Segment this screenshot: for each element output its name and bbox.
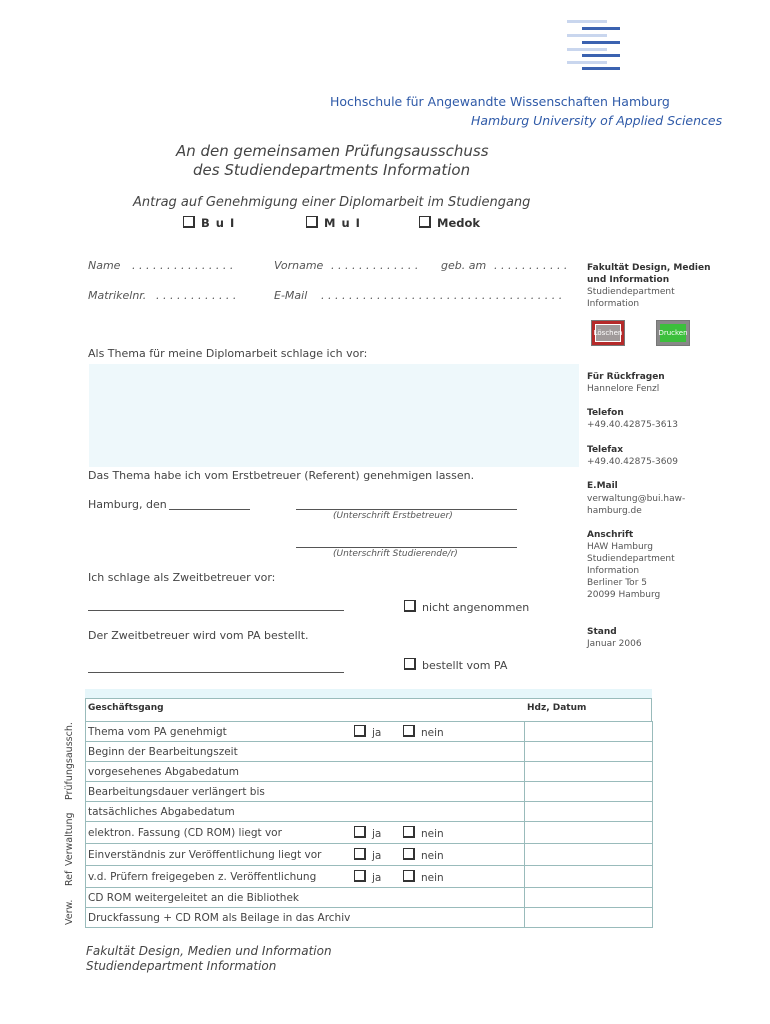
bestellt-vom-pa-checkbox[interactable]: bestellt vom PA: [404, 658, 507, 672]
email-label: E-Mail: [274, 289, 308, 302]
university-name-de: Hochschule für Angewandte Wissenschaften Hamburg: [330, 94, 670, 109]
col-hdz-datum: Hdz, Datum: [527, 703, 587, 713]
telefax-heading: Telefax: [587, 445, 624, 455]
hdz-cell[interactable]: [525, 822, 653, 844]
nicht-angenommen-checkbox[interactable]: nicht angenommen: [404, 600, 529, 614]
program-bui-checkbox[interactable]: B u I: [183, 216, 235, 230]
table-header: [85, 698, 652, 721]
email-heading: E.Mail: [587, 481, 618, 491]
hdz-cell[interactable]: [525, 844, 653, 866]
thema-prompt: Als Thema für meine Diplomarbeit schlage ich vor:: [88, 347, 368, 360]
nein-checkbox[interactable]: nein: [403, 870, 444, 884]
anschrift-heading: Anschrift: [587, 530, 634, 540]
recipient-line-1: An den gemeinsamen Prüfungsausschuss: [176, 142, 489, 160]
drucken-button[interactable]: Drucken: [656, 320, 690, 346]
recipient-line-2: des Studiendepartments Information: [193, 161, 471, 179]
program-medok-checkbox[interactable]: Medok: [419, 216, 480, 230]
table-row: Beginn der Bearbeitungszeit: [86, 742, 653, 762]
table-row: Druckfassung + CD ROM als Beilage in das Archiv: [86, 908, 653, 928]
thema-textarea[interactable]: [89, 364, 579, 467]
checkbox-icon[interactable]: [404, 600, 416, 612]
matrikel-field[interactable]: . . . . . . . . . . . .: [156, 289, 237, 302]
antrag-heading: Antrag auf Genehmigung einer Diplomarbeit im Studiengang: [133, 195, 531, 210]
hdz-cell[interactable]: [525, 782, 653, 802]
ja-checkbox[interactable]: ja: [354, 725, 381, 739]
geb-label: geb. am: [441, 259, 487, 272]
email-field[interactable]: . . . . . . . . . . . . . . . . . . . . . . . . . . . . . . . . . . .: [321, 289, 563, 302]
vorname-label: Vorname: [274, 259, 324, 272]
telefon-heading: Telefon: [587, 408, 624, 418]
sidebar-faculty-text-1: Studiendepartment: [587, 287, 675, 297]
hdz-cell[interactable]: [525, 866, 653, 888]
zweitbetreuer-pa-field[interactable]: [88, 672, 344, 673]
col-geschaeftsgang: Geschäftsgang: [88, 703, 164, 713]
checkbox-icon[interactable]: [183, 216, 195, 228]
table-row: tatsächliches Abgabedatum: [86, 802, 653, 822]
name-field[interactable]: . . . . . . . . . . . . . . .: [132, 259, 234, 272]
geb-field[interactable]: . . . . . . . . . . .: [494, 259, 568, 272]
hamburg-den-label: Hamburg, den: [88, 498, 167, 511]
telefon-text: +49.40.42875-3613: [587, 420, 678, 430]
vertical-label-ref: Ref: [64, 870, 75, 886]
ja-checkbox[interactable]: ja: [354, 870, 381, 884]
hdz-cell[interactable]: [525, 722, 653, 742]
table-row: CD ROM weitergeleitet an die Bibliothek: [86, 888, 653, 908]
geschaeftsgang-table: [85, 721, 653, 928]
footer-line-2: Studiendepartment Information: [86, 959, 277, 973]
anschrift-line-1: HAW Hamburg: [587, 542, 653, 552]
hdz-cell[interactable]: [525, 908, 653, 928]
anschrift-line-4: Berliner Tor 5: [587, 578, 647, 588]
nein-checkbox[interactable]: nein: [403, 848, 444, 862]
ja-checkbox[interactable]: ja: [354, 848, 381, 862]
zweitbetreuer-prompt: Ich schlage als Zweitbetreuer vor:: [88, 571, 276, 584]
checkbox-icon[interactable]: [419, 216, 431, 228]
checkbox-icon[interactable]: [306, 216, 318, 228]
table-row: Thema vom PA genehmigt ja nein: [86, 722, 653, 742]
sidebar-faculty-heading: Fakultät Design, Medien: [587, 263, 711, 273]
table-row: vorgesehenes Abgabedatum: [86, 762, 653, 782]
hdz-cell[interactable]: [525, 802, 653, 822]
stand-text: Januar 2006: [587, 639, 642, 649]
table-top-band: [85, 689, 652, 698]
nein-checkbox[interactable]: nein: [403, 725, 444, 739]
anschrift-line-2: Studiendepartment: [587, 554, 675, 564]
vertical-label-verwaltung: Verwaltung: [64, 812, 75, 866]
signature-student-line[interactable]: [296, 547, 517, 548]
name-label: Name: [88, 259, 121, 272]
rueckfragen-text: Hannelore Fenzl: [587, 384, 660, 394]
table-row: elektron. Fassung (CD ROM) liegt vor ja nein: [86, 822, 653, 844]
sidebar-faculty-heading-2: und Information: [587, 275, 670, 285]
anschrift-line-3: Information: [587, 566, 640, 576]
program-mui-checkbox[interactable]: M u I: [306, 216, 361, 230]
ja-checkbox[interactable]: ja: [354, 826, 381, 840]
loeschen-button[interactable]: Löschen: [591, 320, 625, 346]
erstbetreuer-statement: Das Thema habe ich vom Erstbetreuer (Referent) genehmigen lassen.: [88, 469, 475, 482]
vorname-field[interactable]: . . . . . . . . . . . . .: [331, 259, 419, 272]
footer-line-1: Fakultät Design, Medien und Information: [86, 944, 332, 958]
signature-student-label: (Unterschrift Studierende/r): [333, 549, 458, 559]
telefax-text: +49.40.42875-3609: [587, 457, 678, 467]
checkbox-icon[interactable]: [404, 658, 416, 670]
anschrift-line-5: 20099 Hamburg: [587, 590, 661, 600]
email-text-2: hamburg.de: [587, 506, 642, 516]
zweitbetreuer-field[interactable]: [88, 610, 344, 611]
vertical-label-verw: Verw.: [64, 899, 75, 925]
zweitbetreuer-pa-statement: Der Zweitbetreuer wird vom PA bestellt.: [88, 629, 309, 642]
table-row: Bearbeitungsdauer verlängert bis: [86, 782, 653, 802]
signature-erstbetreuer-line[interactable]: [296, 509, 517, 510]
stand-heading: Stand: [587, 627, 617, 637]
hdz-cell[interactable]: [525, 742, 653, 762]
matrikel-label: Matrikelnr.: [88, 289, 147, 302]
hdz-cell[interactable]: [525, 762, 653, 782]
nein-checkbox[interactable]: nein: [403, 826, 444, 840]
signature-erstbetreuer-label: (Unterschrift Erstbetreuer): [333, 511, 453, 521]
university-name-en: Hamburg University of Applied Sciences: [471, 113, 723, 128]
table-row: v.d. Prüfern freigegeben z. Veröffentlichung ja nein: [86, 866, 653, 888]
table-row: Einverständnis zur Veröffentlichung liegt vor ja nein: [86, 844, 653, 866]
hdz-cell[interactable]: [525, 888, 653, 908]
sidebar-faculty-text-2: Information: [587, 299, 640, 309]
rueckfragen-heading: Für Rückfragen: [587, 372, 665, 382]
date-field[interactable]: [169, 509, 250, 510]
email-text-1: verwaltung@bui.haw-: [587, 494, 686, 504]
vertical-label-pruefungsausschuss: Prüfungsaussch.: [64, 722, 75, 800]
